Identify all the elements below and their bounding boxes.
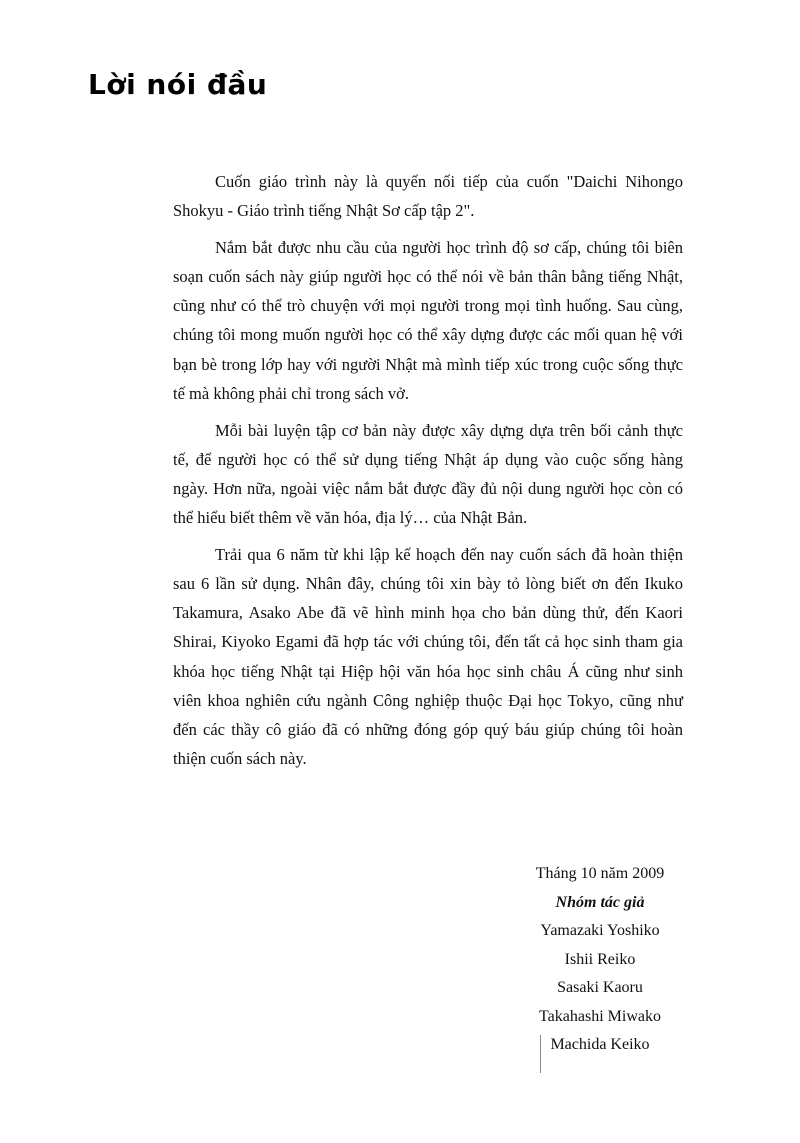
author-name: Machida Keiko [550, 1036, 650, 1053]
author-name: Yamazaki Yoshiko [540, 922, 660, 939]
signature-date: Tháng 10 năm 2009 [535, 865, 665, 882]
page-title: Lời nói đầu [88, 68, 268, 101]
author-name: Ishii Reiko [564, 950, 636, 968]
signature-block [520, 860, 680, 1060]
author-group-label: Nhóm tác giả [555, 893, 645, 911]
author-name: Takahashi Miwako [539, 1007, 661, 1025]
paragraph-2: Nắm bắt được nhu cầu của người học trình độ sơ cấp, chúng tôi biên soạn cuốn sách này giúp người học có thể nói về bản thân bằng tiếng Nhật, cũng như có thể trò chuyện với mọi người trong mọi tình huống. Sau cùng, chúng tôi mong muốn người học có thể xây dựng được các mối quan hệ với bạn bè trong lớp hay với người Nhật mà mình tiếp xúc trong cuộc sống thực tế mà không phải chỉ trong sách vở. [173, 238, 683, 403]
paragraph-3: Mỗi bài luyện tập cơ bản này được xây dựng dựa trên bối cảnh thực tế, để người học có thể sử dụng tiếng Nhật áp dụng vào cuộc sống hàng ngày. Hơn nữa, ngoài việc nắm bắt được đầy đủ nội dung người học còn có thể hiểu biết thêm về văn hóa, địa lý… của Nhật Bản. [173, 420, 683, 528]
author-name: Sasaki Kaoru [557, 979, 643, 996]
scan-mark [540, 1035, 541, 1073]
preface-body [173, 167, 683, 781]
author-list [520, 917, 680, 1060]
paragraph-4: Trải qua 6 năm từ khi lập kế hoạch đến nay cuốn sách đã hoàn thiện sau 6 lần sử dụng. Nhân đây, chúng tôi xin bày tỏ lòng biết ơn đến Ikuko Takamura, Asako Abe đã vẽ hình minh họa cho bản dùng thử, đến Kaori Shirai, Kiyoko Egami đã hợp tác với chúng tôi, đến tất cả học sinh tham gia khóa học tiếng Nhật tại Hiệp hội văn hóa học sinh châu Á cũng như sinh viên khoa nghiên cứu ngành Công nghiệp thuộc Đại học Tokyo, cũng như đến các thầy cô giáo đã có những đóng góp quý báu giúp chúng tôi hoàn thiện cuốn sách này. [173, 545, 683, 768]
paragraph-1: Cuốn giáo trình này là quyển nối tiếp của cuốn "Daichi Nihongo Shokyu - Giáo trình tiếng Nhật Sơ cấp tập 2". [173, 172, 683, 221]
